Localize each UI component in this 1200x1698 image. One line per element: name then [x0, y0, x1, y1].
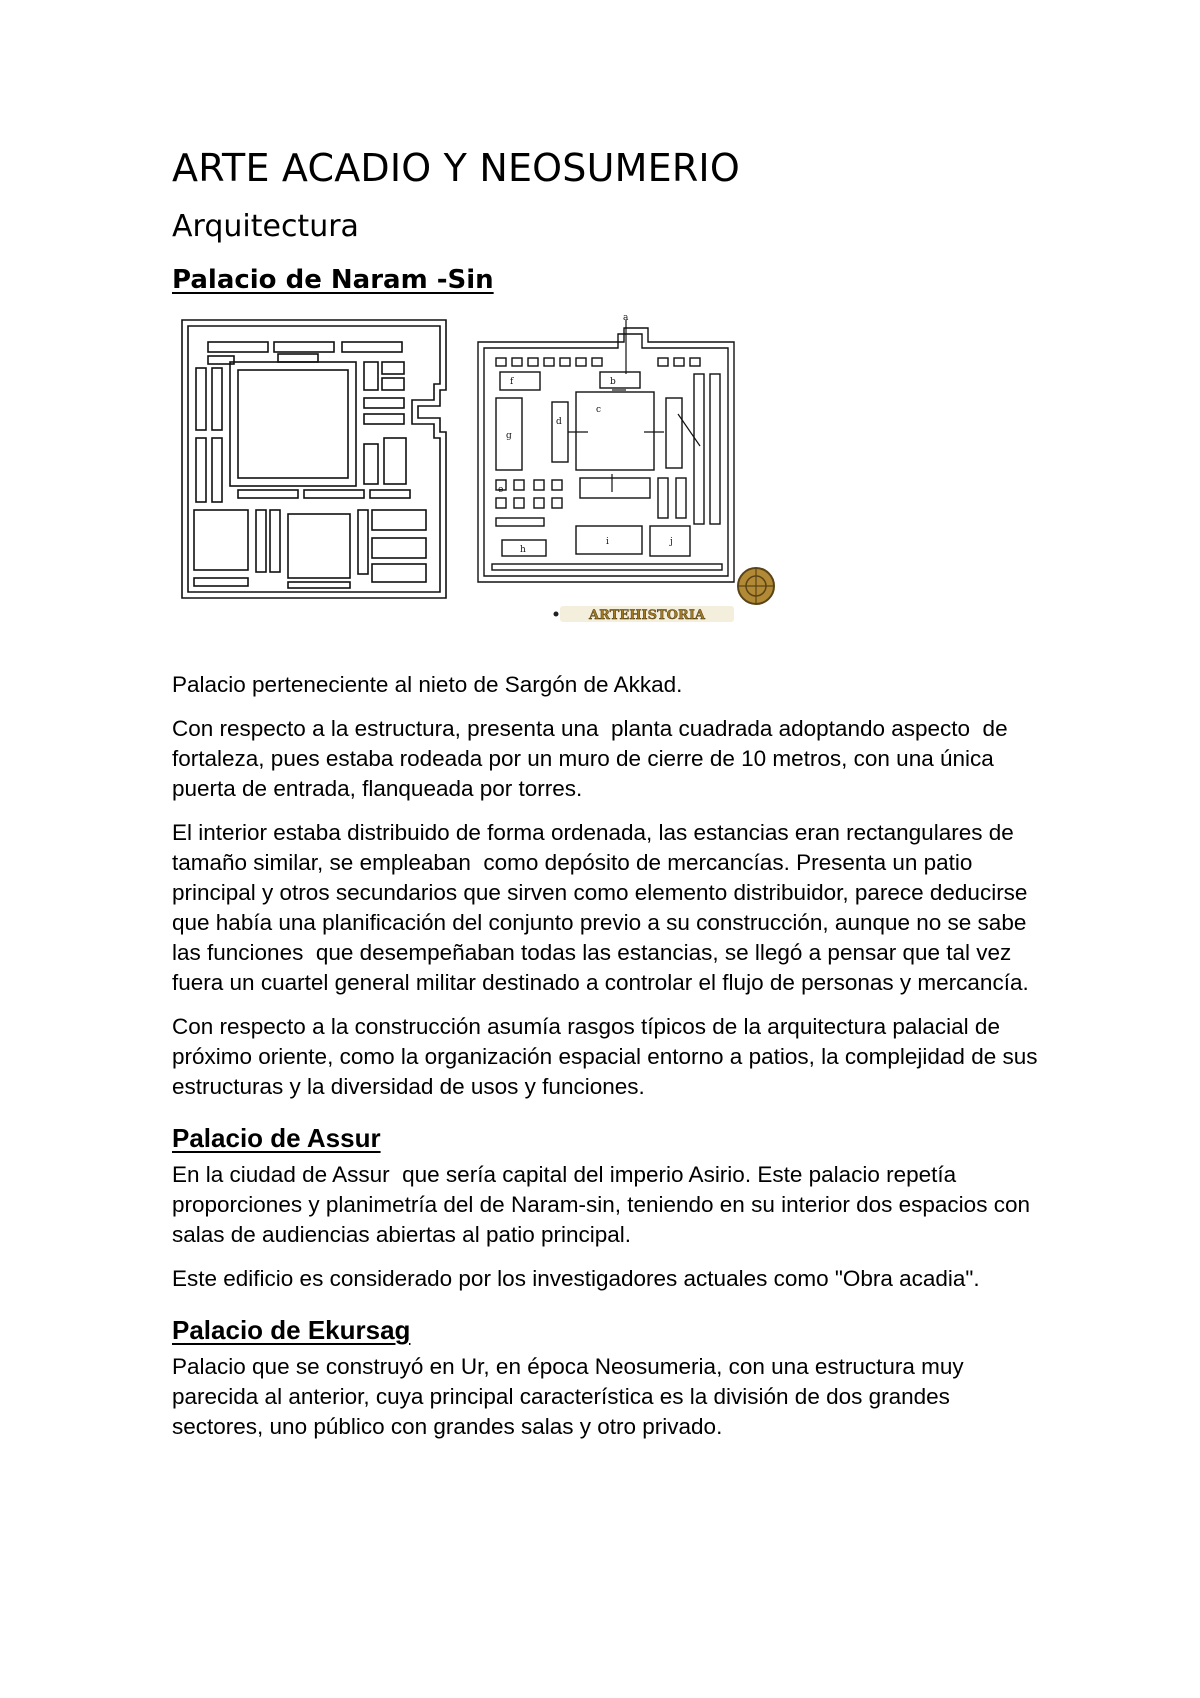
- palace-plan-left: [178, 314, 448, 604]
- plan-label-f: f: [510, 377, 514, 387]
- plan-label-d: d: [556, 417, 562, 427]
- ekursag-heading: Palacio de Ekursag: [172, 1315, 411, 1345]
- naram-sin-paragraph-1: Palacio perteneciente al nieto de Sargón de Akkad.: [172, 672, 683, 697]
- palace-plan-right: [472, 314, 778, 619]
- document-title: ARTE ACADIO Y NEOSUMERIO: [172, 146, 740, 190]
- plan-label-j: j: [670, 537, 673, 547]
- compass-seal-icon: [738, 568, 774, 604]
- plan-label-c: c: [596, 405, 602, 415]
- naram-sin-heading: Palacio de Naram -Sin: [172, 265, 494, 295]
- watermark-logo: [552, 602, 742, 626]
- ekursag-paragraph-1: Palacio que se construyó en Ur, en época Neosumeria, con una estructura muy parecida al anterior, cuya principal característica es la división de dos grandes sectores, uno público con grandes salas y otro privado.: [172, 1354, 970, 1439]
- assur-paragraph-2: Este edificio es considerado por los investigadores actuales como "Obra acadia".: [172, 1266, 980, 1291]
- watermark-text: ARTEHISTORIA: [589, 608, 705, 623]
- assur-paragraph-1: En la ciudad de Assur que sería capital del imperio Asirio. Este palacio repetía proporciones y planimetría del de Naram-sin, teniendo en su interior dos espacios con salas de audiencias abiertas al patio principal.: [172, 1162, 1037, 1247]
- naram-sin-paragraph-3: El interior estaba distribuido de forma ordenada, las estancias eran rectangulares de tamaño similar, se empleaban como depósito de mercancías. Presenta un patio principal y otros secundarios que sirven como elemento distribuidor, parece deducirse que había una planificación del conjunto previo a su construcción, aunque no se sabe las funciones que desempeñaban todas las estancias, se llegó a pensar que tal vez fuera un cuartel general militar destinado a controlar el flujo de personas y mercancía.: [172, 820, 1034, 995]
- section-heading: Arquitectura: [172, 209, 359, 244]
- plan-label-i: i: [606, 537, 609, 547]
- naram-sin-paragraph-4: Con respecto a la construcción asumía rasgos típicos de la arquitectura palacial de próximo oriente, como la organización espacial entorno a patios, la complejidad de sus estructuras y la diversidad de usos y funciones.: [172, 1014, 1044, 1099]
- plan-label-h: h: [520, 545, 526, 555]
- naram-sin-paragraph-2: Con respecto a la estructura, presenta una planta cuadrada adoptando aspecto de fortaleza, pues estaba rodeada por un muro de cierre de 10 metros, con una única puerta de entrada, flanqueada por torres.: [172, 716, 1014, 801]
- plan-label-e: e: [498, 485, 504, 495]
- assur-heading: Palacio de Assur: [172, 1123, 381, 1153]
- palace-plans-figure: [172, 314, 1042, 623]
- document-body: [172, 138, 1042, 1456]
- plan-label-a: a: [623, 314, 629, 323]
- plan-label-g: g: [506, 431, 512, 441]
- plan-label-b: b: [610, 377, 616, 387]
